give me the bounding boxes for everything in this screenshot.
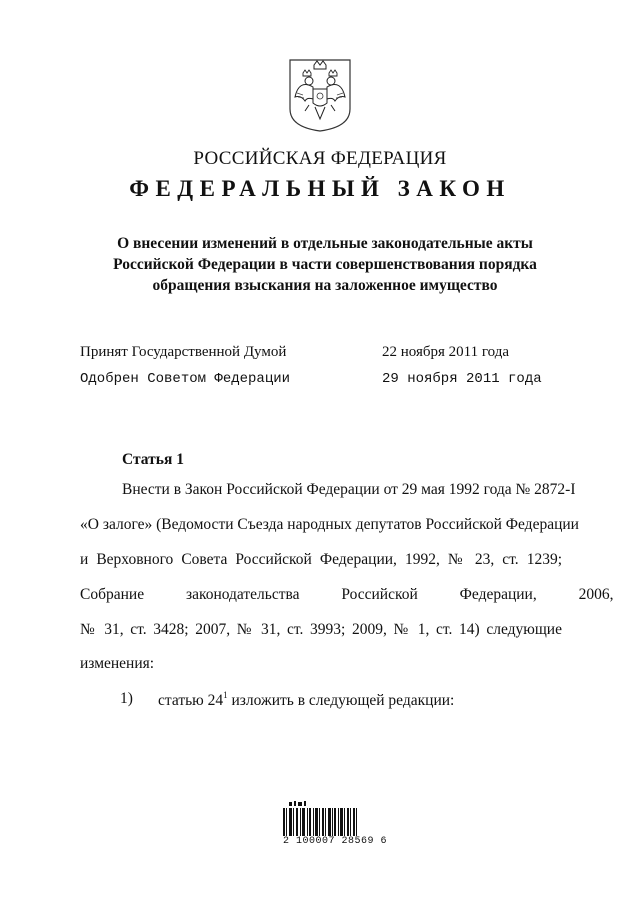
approved-by-council-date: 29 ноября 2011 года [382,371,542,387]
article-text-line: Внести в Закон Российской Федерации от 29 мая 1992 года № 2872-I [122,481,576,498]
approved-by-council-label: Одобрен Советом Федерации [80,371,291,387]
article-text-line: Собрание законодательства Российской Федерации, 2006, [80,586,614,603]
adopted-by-duma-date: 22 ноября 2011 года [382,344,510,360]
law-title-line: Российской Федерации в части совершенствования порядка [113,256,537,273]
article-text-line: «О залоге» (Ведомости Съезда народных депутатов Российской Федерации [80,516,579,533]
list-item-superscript: 1 [223,690,228,700]
law-title-line: обращения взыскания на заложенное имущество [152,277,498,294]
article-text-line: № 31, ст. 3428; 2007, № 31, ст. 3993; 2009, № 1, ст. 14) следующие [80,621,562,638]
article-text-line: и Верховного Совета Российской Федерации, 1992, № 23, ст. 1239; [80,551,562,568]
list-item-number: 1) [120,690,133,707]
law-title-line: О внесении изменений в отдельные законодательные акты [117,235,533,252]
adopted-by-duma-label: Принят Государственной Думой [80,344,287,360]
article-text-line: изменения: [80,655,155,672]
article-heading: Статья 1 [122,451,184,468]
list-item-text [158,690,454,710]
coat-of-arms-emblem [287,57,353,133]
law-title [110,233,540,296]
list-item-text-before: статью 24 [158,692,224,709]
law-type-heading: ФЕДЕРАЛЬНЫЙ ЗАКОН [129,176,511,201]
country-name: РОССИЙСКАЯ ФЕДЕРАЦИЯ [193,148,447,169]
barcode-number: 2 100007 28569 6 [283,836,388,847]
list-item-text-after: изложить в следующей редакции: [227,692,455,709]
